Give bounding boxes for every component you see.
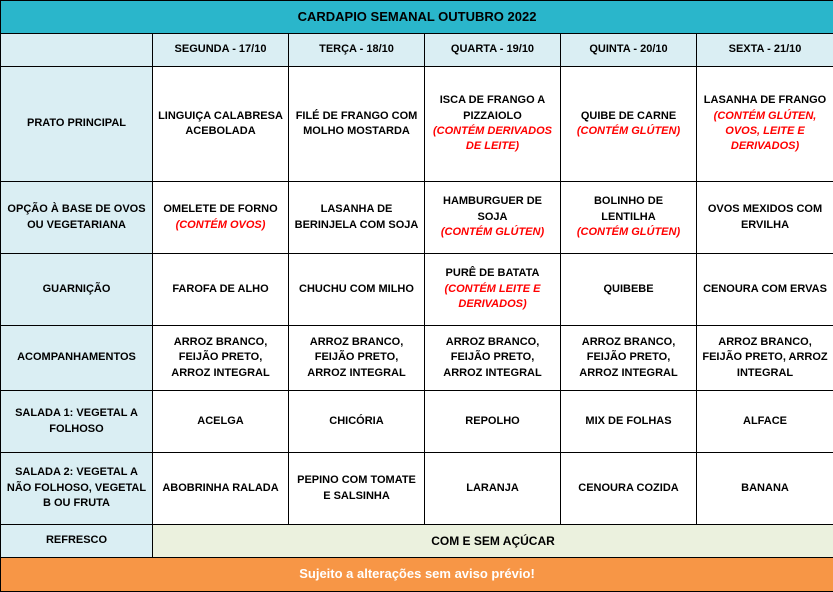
menu-cell — [289, 182, 425, 254]
row-header-acompanhamentos: ACOMPANHAMENTOS — [1, 326, 153, 391]
menu-cell — [153, 326, 289, 391]
disclaimer-text: Sujeito a alterações sem aviso prévio! — [1, 558, 833, 592]
menu-cell — [561, 391, 697, 453]
menu-cell — [289, 453, 425, 525]
menu-cell — [289, 326, 425, 391]
dish-name: PEPINO COM TOMATE E SALSINHA — [294, 473, 419, 504]
row-header-salada-1: SALADA 1: VEGETAL A FOLHOSO — [1, 391, 153, 453]
row-acompanhamentos — [1, 326, 833, 391]
title-row — [1, 1, 833, 34]
dish-name: CHICÓRIA — [294, 414, 419, 429]
dish-name: OVOS MEXIDOS COM ERVILHA — [702, 202, 828, 233]
menu-cell — [153, 67, 289, 182]
dish-name: QUIBE DE CARNE — [566, 109, 691, 124]
allergen-note: (CONTÉM GLÚTEN, OVOS, LEITE E DERIVADOS) — [702, 109, 828, 155]
day-header-quarta: QUARTA - 19/10 — [425, 34, 561, 67]
menu-cell — [153, 254, 289, 326]
row-header-prato-principal: PRATO PRINCIPAL — [1, 67, 153, 182]
menu-cell — [153, 453, 289, 525]
menu-cell — [425, 182, 561, 254]
dish-name: FILÉ DE FRANGO COM MOLHO MOSTARDA — [294, 109, 419, 140]
dish-name: LARANJA — [430, 481, 555, 496]
menu-cell — [561, 254, 697, 326]
menu-cell — [153, 182, 289, 254]
refresco-value: COM E SEM AÇÚCAR — [153, 525, 833, 558]
day-header-row — [1, 34, 833, 67]
row-salada-2 — [1, 453, 833, 525]
dish-name: ARROZ BRANCO, FEIJÃO PRETO, ARROZ INTEGRAL — [294, 335, 419, 381]
row-guarnicao — [1, 254, 833, 326]
dish-name: ARROZ BRANCO, FEIJÃO PRETO, ARROZ INTEGRAL — [702, 335, 828, 381]
dish-name: HAMBURGUER DE SOJA — [430, 194, 555, 225]
dish-name: ARROZ BRANCO, FEIJÃO PRETO, ARROZ INTEGRAL — [158, 335, 283, 381]
menu-cell — [153, 391, 289, 453]
menu-cell — [561, 326, 697, 391]
dish-name: CENOURA COM ERVAS — [702, 282, 828, 297]
menu-cell — [697, 254, 833, 326]
dish-name: ABOBRINHA RALADA — [158, 481, 283, 496]
corner-cell — [1, 34, 153, 67]
menu-cell — [697, 67, 833, 182]
menu-cell — [425, 326, 561, 391]
footer-row — [1, 558, 833, 592]
dish-name: ACELGA — [158, 414, 283, 429]
menu-cell — [697, 391, 833, 453]
row-header-guarnicao: GUARNIÇÃO — [1, 254, 153, 326]
menu-cell — [289, 254, 425, 326]
dish-name: ISCA DE FRANGO A PIZZAIOLO — [430, 93, 555, 124]
allergen-note: (CONTÉM GLÚTEN) — [430, 225, 555, 240]
dish-name: LASANHA DE FRANGO — [702, 93, 828, 108]
dish-name: ARROZ BRANCO, FEIJÃO PRETO, ARROZ INTEGRAL — [566, 335, 691, 381]
day-header-quinta: QUINTA - 20/10 — [561, 34, 697, 67]
allergen-note: (CONTÉM DERIVADOS DE LEITE) — [430, 124, 555, 155]
dish-name: ARROZ BRANCO, FEIJÃO PRETO, ARROZ INTEGRAL — [430, 335, 555, 381]
dish-name: CHUCHU COM MILHO — [294, 282, 419, 297]
row-header-refresco: REFRESCO — [1, 525, 153, 558]
allergen-note: (CONTÉM LEITE E DERIVADOS) — [430, 282, 555, 313]
dish-name: BANANA — [702, 481, 828, 496]
row-opcao-vegetariana — [1, 182, 833, 254]
day-header-terca: TERÇA - 18/10 — [289, 34, 425, 67]
allergen-note: (CONTÉM GLÚTEN) — [566, 225, 691, 240]
row-header-salada-2: SALADA 2: VEGETAL A NÃO FOLHOSO, VEGETAL B OU FRUTA — [1, 453, 153, 525]
row-refresco — [1, 525, 833, 558]
dish-name: LINGUIÇA CALABRESA ACEBOLADA — [158, 109, 283, 140]
dish-name: FAROFA DE ALHO — [158, 282, 283, 297]
menu-cell — [561, 67, 697, 182]
row-header-opcao-vegetariana: OPÇÃO À BASE DE OVOS OU VEGETARIANA — [1, 182, 153, 254]
dish-name: CENOURA COZIDA — [566, 481, 691, 496]
day-header-sexta: SEXTA - 21/10 — [697, 34, 833, 67]
menu-cell — [697, 453, 833, 525]
allergen-note: (CONTÉM GLÚTEN) — [566, 124, 691, 139]
dish-name: PURÊ DE BATATA — [430, 266, 555, 281]
menu-cell — [561, 182, 697, 254]
day-header-segunda: SEGUNDA - 17/10 — [153, 34, 289, 67]
allergen-note: (CONTÉM OVOS) — [158, 218, 283, 233]
menu-cell — [425, 254, 561, 326]
dish-name: BOLINHO DE LENTILHA — [566, 194, 691, 225]
page-title: CARDAPIO SEMANAL OUTUBRO 2022 — [1, 1, 833, 34]
dish-name: LASANHA DE BERINJELA COM SOJA — [294, 202, 419, 233]
menu-cell — [289, 67, 425, 182]
dish-name: OMELETE DE FORNO — [158, 202, 283, 217]
row-prato-principal — [1, 67, 833, 182]
dish-name: REPOLHO — [430, 414, 555, 429]
dish-name: ALFACE — [702, 414, 828, 429]
menu-cell — [561, 453, 697, 525]
menu-cell — [289, 391, 425, 453]
menu-cell — [425, 391, 561, 453]
menu-cell — [697, 182, 833, 254]
dish-name: QUIBEBE — [566, 282, 691, 297]
dish-name: MIX DE FOLHAS — [566, 414, 691, 429]
row-salada-1 — [1, 391, 833, 453]
menu-cell — [425, 453, 561, 525]
menu-cell — [425, 67, 561, 182]
menu-cell — [697, 326, 833, 391]
